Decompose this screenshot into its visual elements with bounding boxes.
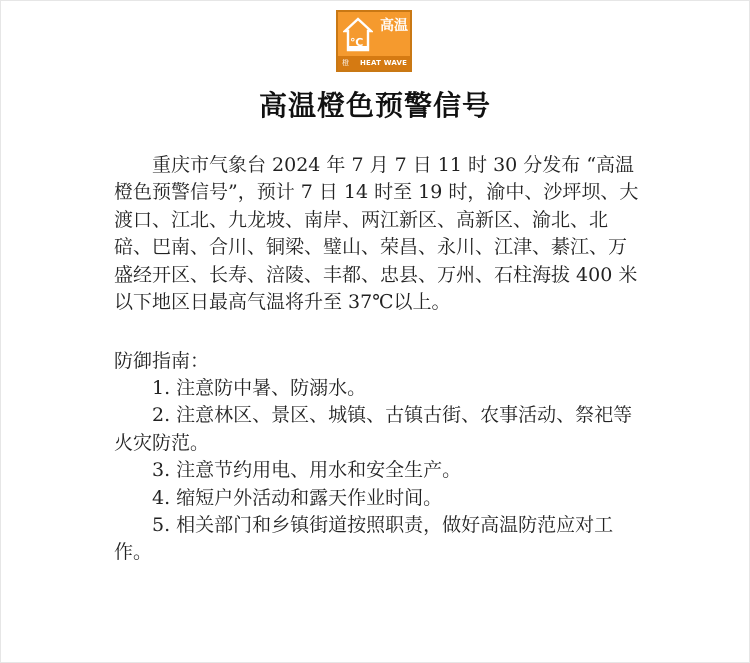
warning-body: 重庆市气象台 2024 年 7 月 7 日 11 时 30 分发布 “高温橙色预警信号”，预计 7 日 14 时至 19 时，渝中、沙坪坝、大渡口、江北、九龙坡、南岸、两江新区、高新区、渝北、北碚、巴南、合川、铜梁、璧山、荣昌、永川、江津、綦江、万盛经开区、长寿、涪陵、丰都、忠县、万州、石柱海拔 400 米以下地区日最高气温将升至 37℃以上。 <box>114 154 639 314</box>
heat-wave-caption: HEAT WAVE <box>360 59 408 67</box>
guide-item: 5. 相关部门和乡镇街道按照职责，做好高温防范应对工作。 <box>114 514 614 564</box>
guide-item: 4. 缩短户外活动和露天作业时间。 <box>152 486 443 509</box>
page-title: 高温橙色预警信号 <box>258 89 491 122</box>
guide-item: 3. 注意节约用电、用水和安全生产。 <box>152 459 462 482</box>
guide-heading: 防御指南： <box>114 350 210 372</box>
badge-caption-strip <box>338 56 410 70</box>
heat-label: 高温 <box>380 18 408 34</box>
guide-list <box>114 375 642 567</box>
celsius-unit: ℃ <box>350 36 364 49</box>
guide-item: 2. 注意林区、景区、城镇、古镇古街、农事活动、祭祀等火灾防范。 <box>114 404 633 454</box>
heat-warning-badge <box>336 10 412 72</box>
warning-level: 橙 <box>342 59 349 67</box>
guide-item: 1. 注意防中暑、防溺水。 <box>152 377 367 399</box>
